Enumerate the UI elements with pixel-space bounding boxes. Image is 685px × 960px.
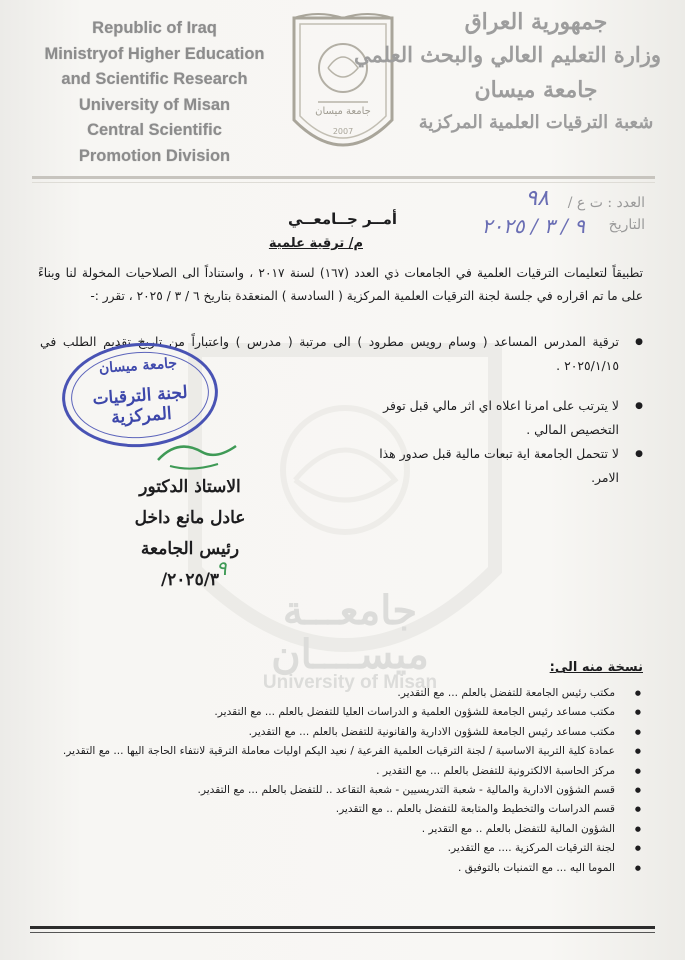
watermark-arabic-1: جامعـــة (282, 589, 418, 633)
signer-title: الاستاذ الدكتور (139, 477, 241, 497)
header-divider (32, 176, 655, 179)
copy-recipient: ● لجنة الترقيات المركزية .... مع التقدير. (41, 839, 641, 858)
document-subject: م/ ترقية علمية (268, 236, 363, 251)
reference-number: ٩٨ (525, 186, 549, 211)
watermark-english: University of Misan (262, 672, 438, 693)
letterhead-en-line: Ministryof Higher Education (44, 44, 265, 63)
letterhead-ar-line: وزارة التعليم العالي والبحث العلمي (354, 42, 661, 67)
letterhead-en-line: Central Scientific (87, 121, 222, 139)
stamp-bottom-text: لجنة الترقيات المركزية (91, 382, 189, 429)
signer-name: عادل مانع داخل (134, 508, 246, 528)
copies-heading: نسخة منه الى: (549, 660, 643, 675)
letterhead-arabic (354, 6, 661, 138)
copy-recipient: ● مكتب مساعد رئيس الجامعة للشؤون الادارية والقانونية للتفضل بالعلم ... مع التقدير. (41, 723, 641, 742)
signer-block (110, 472, 270, 596)
letterhead-en-line: Republic of Iraq (92, 19, 217, 37)
stamp-top-text: جامعة ميسان (98, 355, 178, 377)
university-logo (288, 10, 398, 162)
decision-item-promotion: ● ترقية المدرس المساعد ( وسام رويس مطرود ) الى مرتبة ( مدرس ) واعتباراً من تاريخ تقديم الطلب في (40, 330, 643, 354)
header-divider-thin (32, 182, 655, 183)
footer-divider-thin (30, 932, 655, 933)
letterhead-ar-line: جمهورية العراق (464, 9, 608, 35)
letterhead-ar-line: جامعة ميسان (474, 77, 598, 103)
signer-date: ٢٠٢٥/٣/ (160, 570, 220, 590)
copy-recipient: ● مكتب مساعد رئيس الجامعة للشؤون العلمية و الدراسات العليا للتفضل بالعلم ... مع التقدير. (41, 703, 641, 722)
body-paragraph-line-1: تطبيقاً لتعليمات الترقيات العلمية في الجامعات ذي العدد (١٦٧) لسنة ٢٠١٧ ، واستناداً الى الصلاحيات المخولة لنا وبناءً (38, 266, 643, 280)
copy-recipient: ● الموما اليه ... مع التمنيات بالتوفيق . (41, 859, 641, 878)
letterhead-english (22, 16, 287, 169)
logo-text: جامعة ميسان (315, 106, 371, 117)
document-title: أمــر جــامعــي (287, 210, 398, 228)
reference-number-label: العدد : ت ع / (567, 195, 645, 211)
copy-recipient: ● قسم الدراسات والتخطيط والمتابعة للتفضل بالعلم .. مع التقدير. (41, 800, 641, 819)
decision-item-finance: ● لا يترتب على امرنا اعلاه اي اثر مالي قبل توفر التخصيص المالي . (40, 394, 643, 442)
copy-recipient: ● مكتب رئيس الجامعة للتفضل بالعلم ... مع التقدير. (41, 684, 641, 703)
reference-date-label: التاريخ (608, 217, 645, 233)
logo-year: 2007 (332, 127, 354, 136)
letterhead-en-line: Promotion Division (78, 146, 231, 165)
letterhead-ar-line: شعبة الترقيات العلمية المركزية (418, 112, 654, 133)
copy-recipient: ● عمادة كلية التربية الاساسية / لجنة الترقيات العلمية الفرعية / نعيد اليكم اوليات معاملة الترقية لانتفاء الحاجة اليها ... مع التقدير. (41, 742, 641, 761)
letterhead-en-line: and Scientific Research (61, 70, 248, 88)
copy-recipient: ● مركز الحاسبة الالكترونية للتفضل بالعلم ... مع التقدير . (41, 762, 641, 781)
body-paragraph-line-2: على ما تم اقراره في جلسة لجنة الترقيات العلمية المركزية ( السادسة ) المنعقدة بتاريخ ٦ / ٣ / ٢٠٢٥ ، تقرر :- (90, 289, 643, 303)
footer-divider (30, 926, 655, 929)
watermark-arabic-2: ميســــان (271, 633, 429, 677)
decision-item-liability: ● لا تتحمل الجامعة اية تبعات مالية قبل صدور هذا الامر. (40, 442, 643, 490)
copy-recipient: ● قسم الشؤون الادارية والمالية - شعبة التدريسيين - شعبة التقاعد .. للتفضل بالعلم ... مع التقدير. (41, 781, 641, 800)
signer-date-handwritten: ٩ (216, 556, 227, 580)
decision-item-promotion-date: ٢٠٢٥/١/١٥ . (556, 358, 619, 373)
reference-date: ٩ / ٣ / ٢٠٢٥ (481, 214, 585, 238)
copies-list (41, 684, 641, 878)
copy-recipient: ● الشؤون المالية للتفضل بالعلم .. مع التقدير . (41, 820, 641, 839)
letterhead-en-line: University of Misan (78, 95, 231, 114)
signer-position: رئيس الجامعة (140, 539, 240, 559)
